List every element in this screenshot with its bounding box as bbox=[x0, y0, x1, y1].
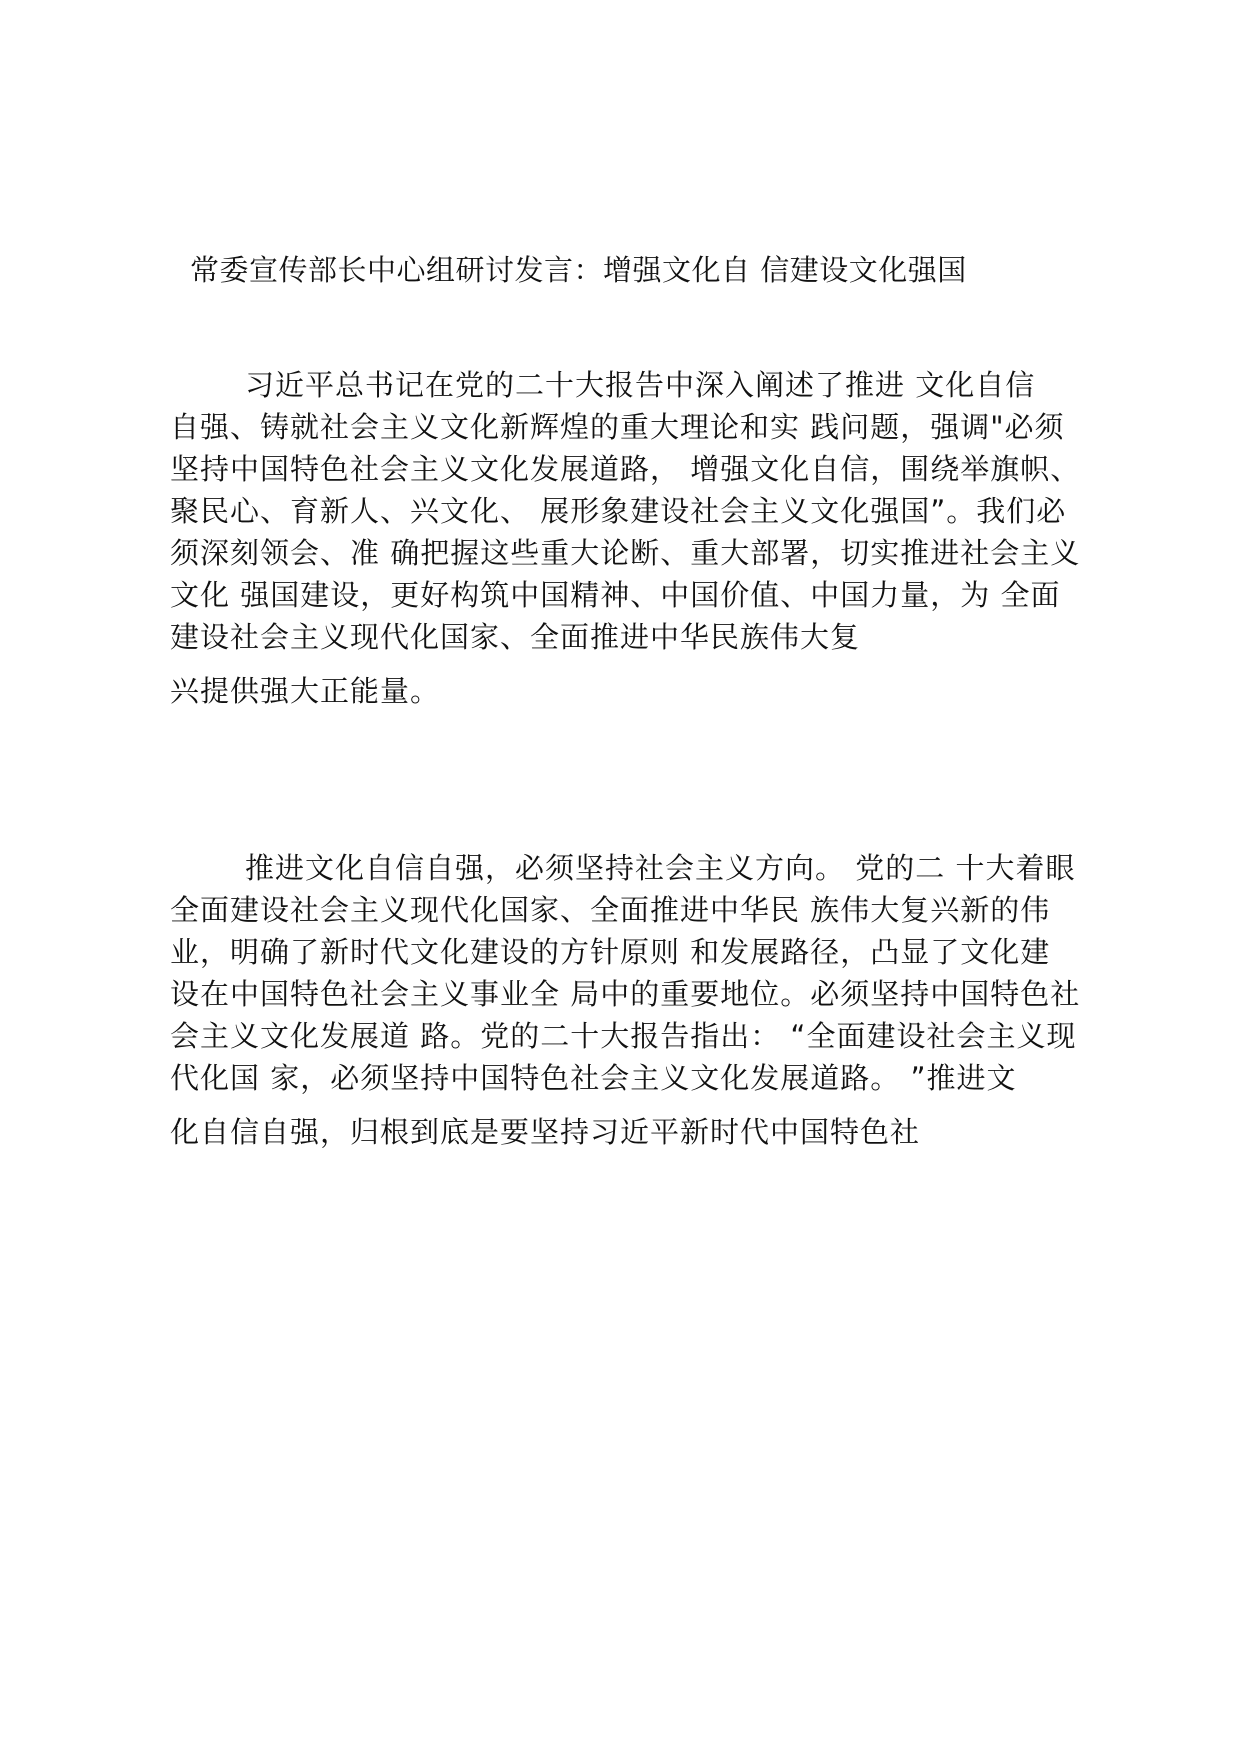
paragraph-line: 自强、铸就社会主义文化新辉煌的重大理论和实 践问题，强调"必须 bbox=[170, 410, 1065, 444]
paragraph-line: 化自信自强，归根到底是要坚持习近平新时代中国特色社 bbox=[170, 1115, 921, 1149]
document-title: 常委宣传部长中心组研讨发言：增强文化自 信建设文化强国 bbox=[190, 253, 967, 287]
paragraph-line: 全面建设社会主义现代化国家、全面推进中华民 族伟大复兴新的伟 bbox=[170, 893, 1051, 927]
paragraph-line: 坚持中国特色社会主义文化发展道路， 增强文化自信，围绕举旗帜、 bbox=[170, 452, 1081, 486]
paragraph-line: 会主义文化发展道 路。党的二十大报告指出： “全面建设社会主义现 bbox=[170, 1019, 1077, 1053]
paragraph-line: 习近平总书记在党的二十大报告中深入阐述了推进 文化自信 bbox=[245, 368, 1036, 402]
paragraph-line: 推进文化自信自强，必须坚持社会主义方向。 党的二 十大着眼 bbox=[245, 851, 1076, 885]
paragraph-line: 建设社会主义现代化国家、全面推进中华民族伟大复 bbox=[170, 620, 861, 654]
paragraph-line: 聚民心、育新人、兴文化、 展形象建设社会主义文化强国”。我们必 bbox=[170, 494, 1067, 528]
paragraph-line: 兴提供强大正能量。 bbox=[170, 674, 441, 708]
paragraph-line: 代化国 家，必须坚持中国特色社会主义文化发展道路。 ”推进文 bbox=[170, 1061, 1017, 1095]
paragraph-line: 业，明确了新时代文化建设的方针原则 和发展路径，凸显了文化建 bbox=[170, 935, 1051, 969]
paragraph-line: 设在中国特色社会主义事业全 局中的重要地位。必须坚持中国特色社 bbox=[170, 977, 1081, 1011]
paragraph-line: 文化 强国建设，更好构筑中国精神、中国价值、中国力量，为 全面 bbox=[170, 578, 1061, 612]
paragraph-line: 须深刻领会、准 确把握这些重大论断、重大部署，切实推进社会主义 bbox=[170, 536, 1081, 570]
